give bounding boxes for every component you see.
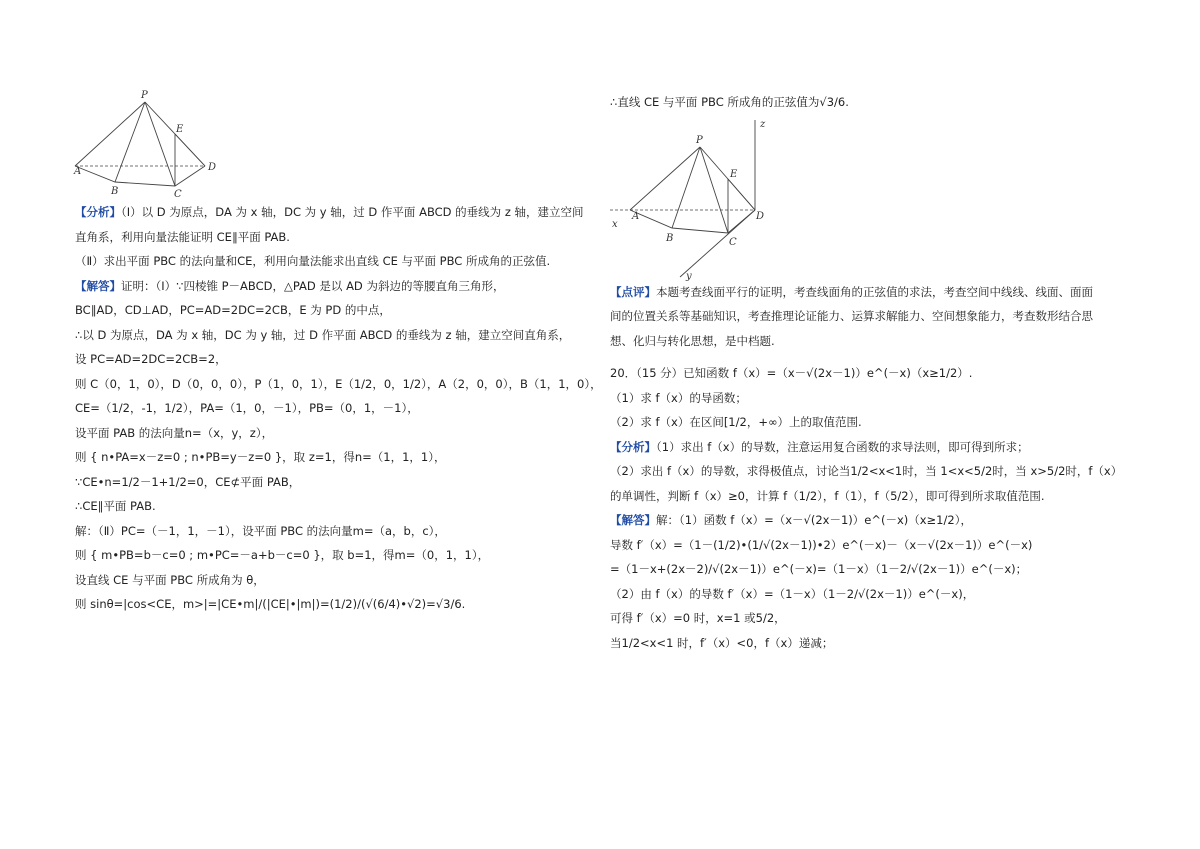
- conclusion-line: ∴直线 CE 与平面 PBC 所成角的正弦值为√3/6.: [610, 95, 849, 109]
- right-column: [610, 90, 1130, 655]
- q20-analysis-line-3: 的单调性，判断 f（x）≥0，计算 f（1/2），f（1），f（5/2），即可得到所求取值范围.: [610, 488, 1045, 503]
- comment-line-2: 间的位置关系等基础知识，考查推理论证能力、运算求解能力、空间想象能力，考查数形结合思: [610, 309, 1093, 323]
- comment-tag: 【点评】: [610, 284, 656, 299]
- comment-line-1: 【点评】本题考查线面平行的证明，考查线面角的正弦值的求法，考查空间中线线、线面、面面: [610, 284, 1093, 299]
- question-20-part-2: （2）求 f（x）在区间[1/2，+∞）上的取值范围.: [610, 415, 862, 429]
- solution-line-13: 设直线 CE 与平面 PBC 所成角为 θ，: [75, 572, 265, 587]
- label-z: z: [760, 118, 766, 130]
- analysis-tag: 【分析】: [75, 205, 121, 219]
- q20-solution-line-5: 可得 f′（x）=0 时，x=1 或5/2，: [610, 611, 786, 625]
- label-A: A: [74, 166, 82, 177]
- label-P: P: [696, 134, 703, 146]
- solution-line-10: ∴CE∥平面 PAB.: [75, 499, 156, 513]
- question-20: 20．（15 分）已知函数 f（x）=（x－√(2x－1)）e^(－x)（x≥1/2）.: [610, 366, 973, 380]
- solution-line-1: 【解答】证明：（Ⅰ）∵四棱锥 P－ABCD，△PAD 是以 AD 为斜边的等腰直角三角形，: [75, 278, 505, 293]
- label-A: A: [632, 210, 640, 222]
- coordinate-pyramid-figure: [610, 115, 810, 280]
- q20-solution-tag: 【解答】: [610, 513, 656, 527]
- left-column: [74, 90, 602, 617]
- label-B: B: [111, 186, 119, 197]
- q20-analysis-line-1: 【分析】（1）求出 f（x）的导数，注意运用复合函数的求导法则，即可得到所求；: [610, 439, 1029, 454]
- q20-analysis-line-2: （2）求出 f（x）的导数，求得极值点，讨论当1/2<x<1时，当 1<x<5/2时，当 x>5/2时，f（x）: [610, 464, 1123, 478]
- q20-solution-line-1: 【解答】解：（1）函数 f（x）=（x－√(2x－1)）e^(－x)（x≥1/2），: [610, 513, 972, 527]
- solution-line-3: ∴以 D 为原点，DA 为 x 轴，DC 为 y 轴，过 D 作平面 ABCD 的垂线为 z 轴，建立空间直角系，: [75, 327, 571, 342]
- solution-line-5: 则 C（0，1，0），D（0，0，0），P（1，0，1），E（1/2，0，1/2），A（2，0，0），B（1，1，0），: [75, 376, 602, 391]
- solution-line-11: 解：（Ⅱ）PC=（－1，1，－1），设平面 PBC 的法向量m=（a，b，c），: [75, 523, 446, 538]
- q20-solution-line-3: =（1－x+(2x－2)/√(2x－1)）e^(－x)=（1－x）（1－2/√(2x－1)）e^(－x)；: [610, 562, 1028, 576]
- comment-line-3: 想、化归与转化思想，是中档题.: [610, 333, 775, 348]
- label-E: E: [730, 168, 738, 180]
- solution-tag: 【解答】: [75, 278, 121, 293]
- solution-line-14: 则 sinθ=|cos<CE，m>|=|CE•m|/(|CE|•|m|)=(1/2)/(√(6/4)•√2)=√3/6.: [75, 597, 466, 611]
- label-y: y: [686, 270, 692, 282]
- question-20-part-1: （1）求 f（x）的导函数；: [610, 390, 747, 405]
- q20-solution-line-6: 当1/2<x<1 时，f′（x）<0，f（x）递减；: [610, 635, 834, 650]
- analysis-line-1: 【分析】（Ⅰ）以 D 为原点，DA 为 x 轴，DC 为 y 轴，过 D 作平面 ABCD 的垂线为 z 轴，建立空间: [75, 205, 584, 219]
- solution-line-8: 则 { n•PA=x－z=0 ; n•PB=y－z=0 }，取 z=1，得n=（1，1，1），: [75, 450, 446, 464]
- analysis-line-2: （Ⅱ）求出平面 PBC 的法向量和CE，利用向量法能求出直线 CE 与平面 PBC 所成角的正弦值.: [75, 254, 551, 268]
- q20-analysis-tag: 【分析】: [610, 439, 656, 454]
- analysis-line-1b: 直角系，利用向量法能证明 CE∥平面 PAB.: [75, 229, 290, 244]
- solution-line-9: ∵CE•n=1/2－1+1/2=0，CE⊄平面 PAB，: [75, 474, 301, 489]
- label-x: x: [612, 218, 618, 230]
- pyramid-figure: [75, 90, 225, 200]
- q20-solution-line-4: （2）由 f（x）的导数 f′（x）=（1－x）（1－2/√(2x－1)）e^(－x)，: [610, 586, 975, 601]
- q20-solution-line-2: 导数 f′（x）=（1－(1/2)•(1/√(2x－1))•2）e^(－x)－（x－√(2x－1)）e^(－x): [610, 537, 1033, 552]
- label-P: P: [141, 90, 148, 101]
- solution-line-2: BC∥AD，CD⊥AD，PC=AD=2DC=2CB，E 为 PD 的中点，: [75, 303, 391, 317]
- solution-line-6: CE=（1/2，-1，1/2），PA=（1，0，－1），PB=（0，1，－1），: [75, 401, 419, 415]
- label-D: D: [756, 210, 765, 222]
- solution-line-7: 设平面 PAB 的法向量n=（x，y，z），: [75, 425, 274, 440]
- label-B: B: [666, 232, 674, 244]
- label-D: D: [208, 162, 217, 173]
- label-C: C: [174, 189, 182, 200]
- solution-line-4: 设 PC=AD=2DC=2CB=2，: [75, 352, 227, 366]
- solution-line-12: 则 { m•PB=b－c=0 ; m•PC=－a+b－c=0 }，取 b=1，得m=（0，1，1），: [75, 548, 490, 562]
- label-C: C: [729, 236, 737, 248]
- label-E: E: [176, 124, 184, 135]
